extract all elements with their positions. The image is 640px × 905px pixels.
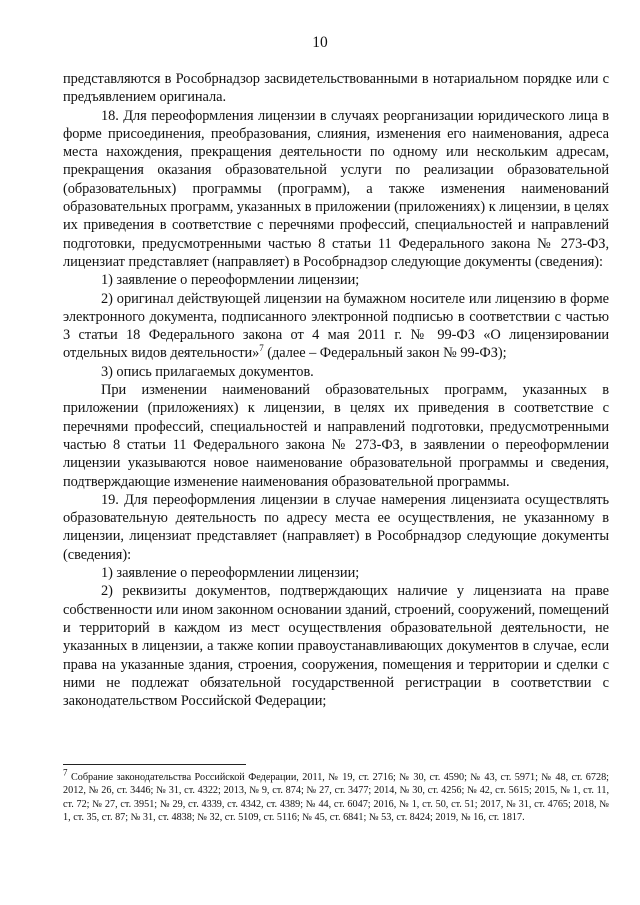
paragraph-item-19: 19. Для переоформления лицензии в случае намерения лицензиата осуществлять образовательную деятельность по адресу места ее осуществления, не указанному в лицензии, лицензиат представляет (направляет) в Рособрнадзор следующие документы (сведения): <box>63 491 609 563</box>
page-number: 10 <box>312 34 328 51</box>
footnote-text-block <box>63 767 609 825</box>
footnote-text: Собрание законодательства Российской Федерации, 2011, № 19, ст. 2716; № 30, ст. 4590; № 43, ст. 5971; № 48, ст. 6728; 2012, № 26, ст. 3446; № 31, ст. 4322; 2013, № 9, ст. 874; № 27, ст. 3477; 2014, № 30, ст. 4256; № 42, ст. 5615; 2015, № 1, ст. 11, ст. 72; № 27, ст. 3951; № 29, ст. 4339, ст. 4342, ст. 4389; № 44, ст. 6047; 2016, № 1, ст. 50, ст. 51; 2017, № 31, ст. 4765; 2018, № 1, ст. 35, ст. 87; № 31, ст. 4838; № 32, ст. 5109, ст. 5116; № 45, ст. 6841; № 53, ст. 8424; 2019, № 16, ст. 1817. <box>63 772 609 824</box>
list-item-property-documents: 2) реквизиты документов, подтверждающих наличие у лицензиата на праве собственности или ином законном основании зданий, строений, сооружений, помещений и территорий в каждом из мест осуществления образовательной деятельности, не указанных в лицензии, а также копии правоустанавливающих документов в случае, если права на указанные здания, строения, сооружения, помещения и территории и сделки с ними не подлежат обязательной государственной регистрации в соответствии с законодательством Российской Федерации; <box>63 583 609 710</box>
body-text <box>63 70 609 710</box>
paragraph-continuation: представляются в Рособрнадзор засвидетельствованными в нотариальном порядке или с предъявлением оригинала. <box>63 71 609 106</box>
footnote-reference: 7 <box>259 343 264 354</box>
footnote-marker: 7 <box>63 767 68 778</box>
list-item-original-license <box>63 290 609 363</box>
footnote-divider <box>63 764 246 765</box>
footnote <box>63 767 609 825</box>
paragraph-program-names: При изменении наименований образовательных программ, указанных в приложении (приложениях) к лицензии, в целях их приведения в соответствие с перечнями профессий, специальностей и направлений подготовки, предусмотренными частью 8 статьи 11 Федерального закона № 273-ФЗ, в заявлении о переоформлении лицензии указываются новое наименование образовательной программы и сведения, подтверждающие изменение наименования образовательной программы. <box>63 382 609 490</box>
list-item-application-2: 1) заявление о переоформлении лицензии; <box>101 565 360 582</box>
list-item-original-license-text: 2) оригинал действующей лицензии на бумажном носителе или лицензию в форме электронного документа, подписанного электронной подписью в соответствии с частью 3 статьи 18 Федерального закона от 4 мая 2011 г. № 99-ФЗ «О лицензировании отдельных видов деятельности» <box>63 290 609 362</box>
list-item-original-license-tail: (далее – Федеральный закон № 99-ФЗ); <box>267 345 507 362</box>
paragraph-item-18: 18. Для переоформления лицензии в случаях реорганизации юридического лица в форме присоединения, преобразования, слияния, изменения его наименования, адреса места нахождения, прекращения деятельности по одному или нескольким адресам, прекращения оказания образовательной услуги по реализации образовательной (образовательных) программы (программ), а также изменения наименований образовательных программ, указанных в приложении (приложениях) к лицензии, в целях их приведения в соответствие с перечнями профессий, специальностей и направлений подготовки, предусмотренными частью 8 статьи 11 Федерального закона № 273-ФЗ, лицензиат представляет (направляет) в Рособрнадзор следующие документы (сведения): <box>63 107 609 270</box>
list-item-inventory: 3) опись прилагаемых документов. <box>101 363 314 380</box>
list-item-application: 1) заявление о переоформлении лицензии; <box>101 272 360 289</box>
